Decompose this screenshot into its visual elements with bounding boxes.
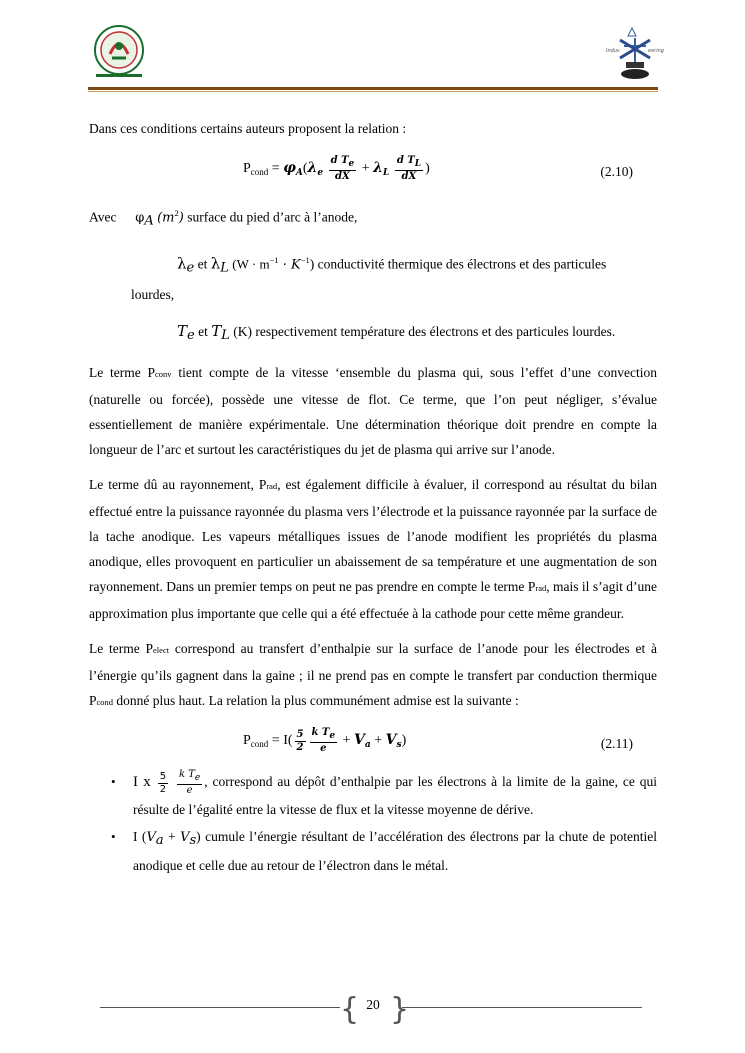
fraction-kte-e: $\frac{\text{k Te}}{e}$	[311, 727, 336, 754]
fraction-kte-e: $\frac{\text{k Te}}{e}$	[178, 769, 201, 796]
left-brace-icon: {	[340, 992, 360, 1027]
equation-2-11: $P_{cond} = I$( $\frac{5}{2}$ $\frac{\text{k Te}}{e}$ + $V_a + V_s$) (2.11)	[243, 727, 633, 754]
equation-number: (2.11)	[600, 736, 633, 751]
page-number: 20	[366, 997, 380, 1012]
svg-text:Indus: Indus	[606, 48, 620, 54]
bullet-list	[89, 769, 657, 878]
avec-line: Avec φA $(m^2)$ surface du pied d’arc à l’anode,	[89, 208, 358, 229]
header-rule-light	[88, 91, 658, 92]
right-brace-icon: }	[390, 992, 410, 1027]
temperature-definition: Te et TL (K) respectivement température des électrons et des particules lourdes.	[177, 322, 616, 343]
list-item: • I x $\frac{5}{2}$ $\frac{\text{k Te}}{e}$ , correspond au dépôt d’enthalpie par les électrons à la limite de la gaine, ce qui résulte de l’égalité entre la vitesse de flux et la vitesse moyenne de dérive.	[111, 769, 658, 817]
header-rule	[88, 87, 658, 90]
intro-paragraph: Dans ces conditions certains auteurs proposent la relation :	[89, 121, 407, 136]
footer-rule-right	[402, 1007, 642, 1008]
lambda-definition-cont: lourdes,	[131, 287, 175, 302]
prad-paragraph: Le terme dû au rayonnement, Prad, est également difficile à évaluer, il correspond au résultat du bilan effectué entre la puissance rayonnée du plasma vers l’électrode et la puissance rayonnée par la surface de la tache anodique. Les vapeurs métalliques issues de l’anode modifient les propriétés du plasma anodique, elles provoquent en particulier un abaissement de sa température et une augmentation de son rayonnement. Dans un premier temps on peut ne pas prendre en compte le terme Prad, mais il s’agit d’une approximation plus importante que celle qui a été effectuée à la cathode pour cette même grandeur.	[89, 477, 657, 621]
fraction-5-2: $\frac{5}{2}$	[296, 728, 304, 753]
bullet-icon: •	[111, 829, 116, 844]
svg-text:eering: eering	[648, 48, 664, 54]
pconv-paragraph: Le terme Pconv tient compte de la vitesse ‘ensemble du plasma qui, sous l’effet d’une convection (naturelle ou forcée), possède une vitesse de flot. Ce terme, que l’on peut négliger, s’évalue essentiellement de manière expérimentale. Une détermination théorique doit prendre en compte la longueur de l’arc et surtout les caractéristiques du jet de plasma qui arrive sur l’anode.	[89, 365, 657, 457]
bullet-icon: •	[111, 774, 116, 789]
list-item: • I (Va + Vs) cumule l’énergie résultant de l’accélération des électrons par la chute de potentiel anodique et celle due au retour de l’électron dans le métal.	[89, 824, 657, 878]
page-content	[89, 116, 657, 878]
university-seal-icon	[90, 24, 148, 80]
equation-2-10: $P_{cond} = \varphi_A(\lambda_e$ $\frac{\text{d Te}}{dX}$ + $\lambda_L$ $\frac{\text{d TL}}{dX}$ ) (2.10)	[243, 155, 633, 182]
lambda-definition: λe et λL $(W \cdot m^{-1} \cdot K^{-1})$ conductivité thermique des électrons et des particules	[177, 254, 607, 275]
footer-rule-left	[100, 1007, 340, 1008]
fraction-dte-dx: $\frac{\text{d Te}}{dX}$	[330, 155, 355, 182]
equation-number: (2.10)	[600, 164, 633, 179]
fraction-dtl-dx: $\frac{\text{d TL}}{dX}$	[396, 155, 422, 182]
fraction-5-2: $\frac{5}{2}$	[159, 770, 167, 795]
lab-logo-icon	[606, 24, 664, 84]
pelect-paragraph: Le terme Pelect correspond au transfert d’enthalpie sur la surface de l’anode pour les électrodes et à l’énergie qu’ils gagnent dans la gaine ; il ne prend pas en compte le transfert par conduction thermique Pcond donné plus haut. La relation la plus communément admise est la suivante :	[89, 641, 657, 708]
